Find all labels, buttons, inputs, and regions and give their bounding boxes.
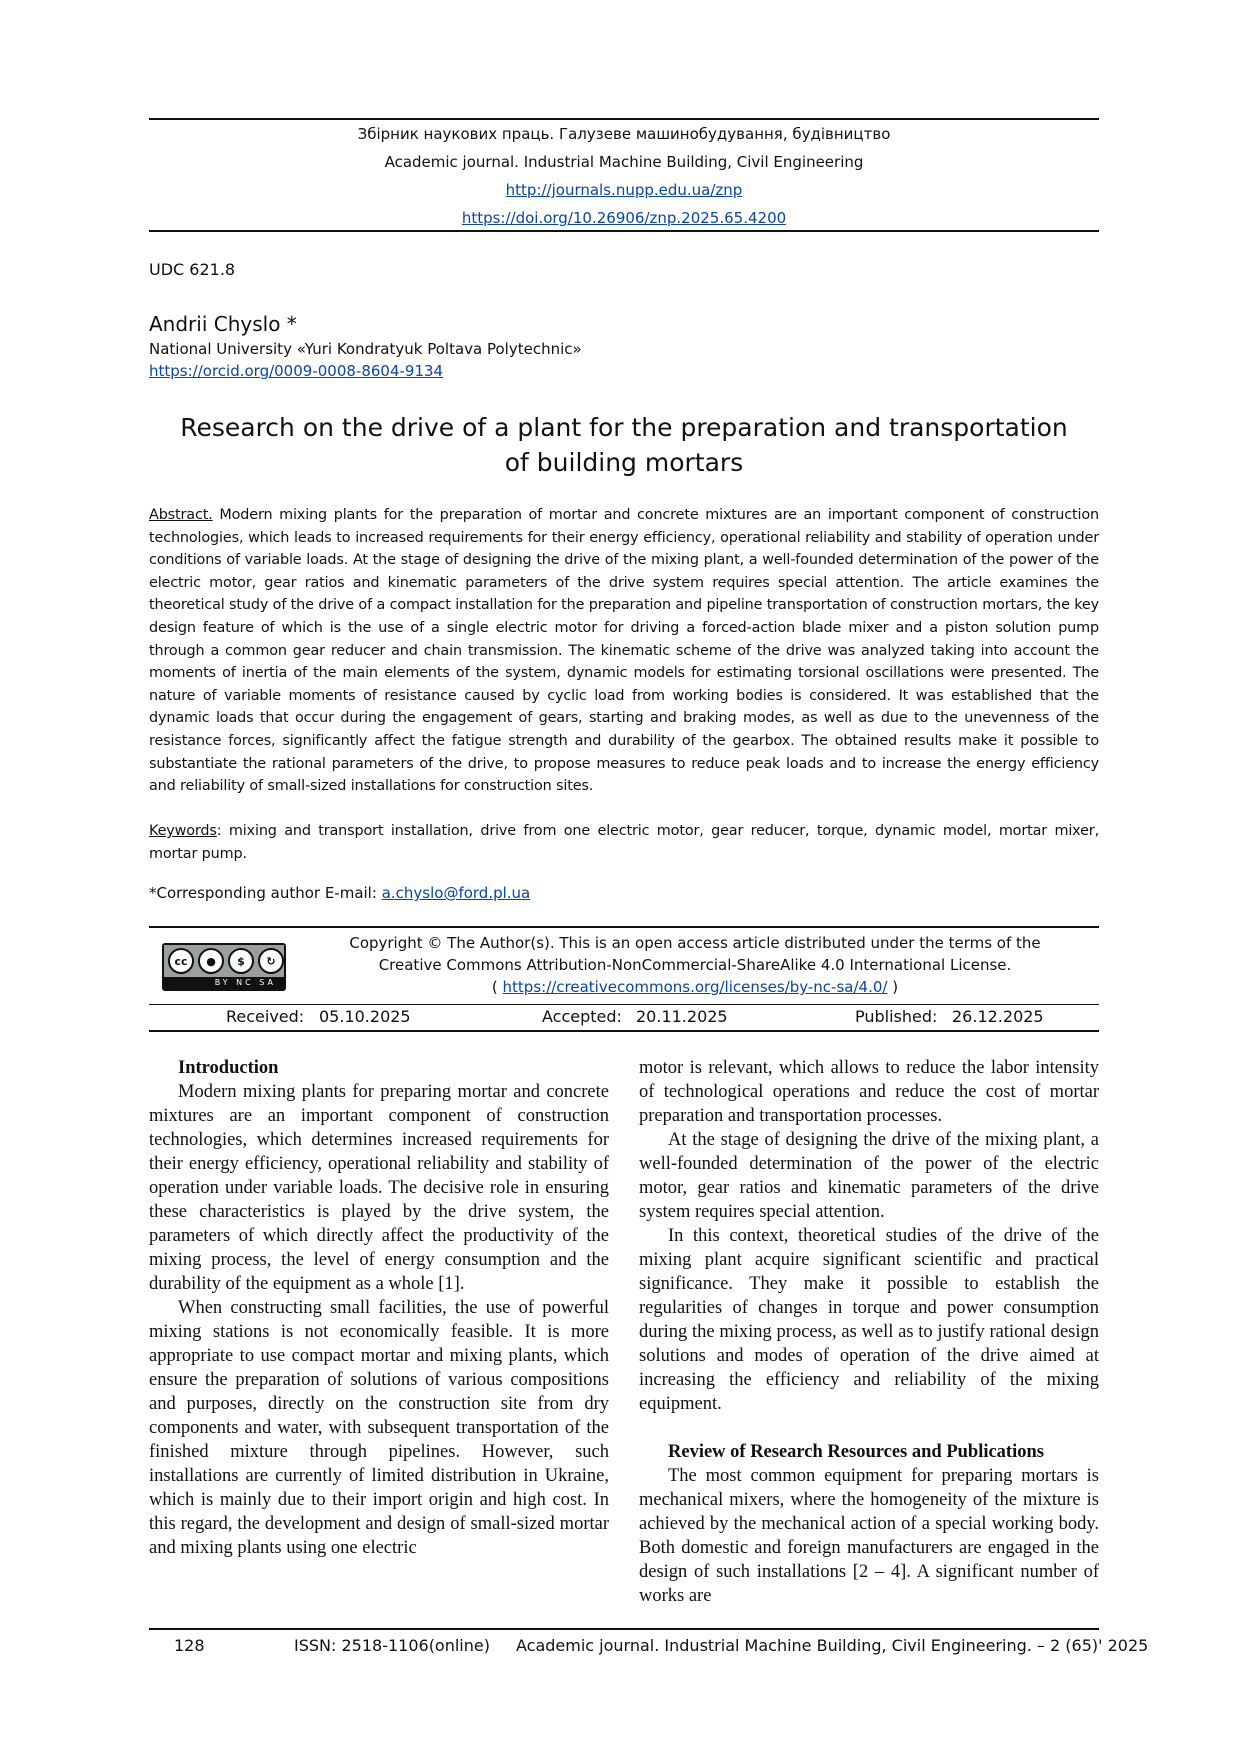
body-paragraph-1: Modern mixing plants for preparing mortar and concrete mixtures are an important component of construction technologies, which determines increased requirements for their energy efficiency, operational reliability and stability of operation under variable loads. The decisive role in ensuring these characteristics is played by the drive system, the parameters of which directly affect the productivity of the mixing process, the level of energy consumption and the durability of the equipment as a whole [1]. [149,1082,609,1294]
license-line-2: Creative Commons Attribution-NonCommercial-ShareAlike 4.0 International License. [378,956,1012,974]
license-text [300,932,1090,998]
body-paragraph-4: At the stage of designing the drive of the mixing plant, a well-founded determination of the power of the electric motor, gear ratios and kinematic parameters of the drive system requires special attention. [639,1130,1099,1222]
paper-title-line-2: of building mortars [504,448,744,477]
author-affiliation: National University «Yuri Kondratyuk Poltava Polytechnic» [149,340,582,358]
no-dollar-icon: $ [228,948,254,974]
published-label: Published: [855,1007,938,1026]
published-date: 26.12.2025 [952,1007,1044,1026]
cc-logo-caption: BY NC SA [164,977,284,989]
corresponding-label: *Corresponding author E-mail: [149,884,382,902]
body-paragraph-3: motor is relevant, which allows to reduce the labor intensity of technological operations and reduce the cost of mortar preparation and transportation processes. [639,1058,1099,1126]
accepted-label: Accepted: [542,1007,622,1026]
footer-rule [149,1628,1099,1630]
accepted-date: 20.11.2025 [636,1007,728,1026]
page-number: 128 [174,1636,205,1655]
author-name: Andrii Chyslo * [149,312,297,336]
introduction-heading: Introduction [178,1058,279,1078]
journal-header [149,120,1099,232]
journal-title-en: Academic journal. Industrial Machine Building, Civil Engineering [384,153,864,171]
license-paren-close: ) [887,978,899,996]
udc-code: UDC 621.8 [149,260,236,279]
license-top-rule [149,926,1099,928]
corresponding-author [149,884,530,902]
corresponding-email-link[interactable]: a.chyslo@ford.pl.ua [381,884,531,902]
body-paragraph-6: The most common equipment for preparing mortars is mechanical mixers, where the homogeneity of the mixture is achieved by the mechanical action of a special working body. Both domestic and foreign manufacturers are engaged in the design of such installations [2 – 4]. A significant number of works are [639,1466,1099,1606]
person-icon: ● [198,948,224,974]
cc-by-nc-sa-logo[interactable] [162,943,286,991]
orcid-link[interactable]: https://orcid.org/0009-0008-8604-9134 [149,362,444,380]
cc-icon: cc [168,948,194,974]
share-alike-icon: ↻ [258,948,284,974]
dates-bottom-rule [149,1030,1099,1032]
abstract-text: Modern mixing plants for the preparation of mortar and concrete mixtures are an important component of construction technologies, which leads to increased requirements for their energy efficiency, operational reliability and stability of operation under conditions of variable loads. At the stage of designing the drive of the mixing plant, a well-founded determination of the power of the electric motor, gear ratios and kinematic parameters of the drive system requires special attention. The article examines the theoretical study of the drive of a compact installation for the preparation and pipeline transportation of construction mortars, the key design feature of which is the use of a single electric motor for driving a forced-action blade mixer and a piston solution pump through a common gear reducer and chain transmission. The kinematic scheme of the drive was analyzed taking into account the moments of inertia of the main elements of the system, dynamic models for estimating torsional oscillations were presented. The nature of variable moments of resistance caused by cyclic load from working bodies is considered. It was established that the dynamic loads that occur during the engagement of gears, starting and braking modes, as well as due to the unevenness of the resistance forces, significantly affect the fatigue strength and durability of the gearbox. The obtained results make it possible to substantiate the rational parameters of the drive, to propose measures to reduce peak loads and to increase the energy efficiency and reliability of small-sized installations for construction sites. [149,507,1099,795]
abstract-label: Abstract. [149,507,213,523]
license-paren-open: ( [491,978,503,996]
journal-title-ua: Збірник наукових праць. Галузеве машинобудування, будівництво [357,125,891,143]
keywords-label: Keywords [149,823,217,839]
paper-title-line-1: Research on the drive of a plant for the preparation and transportation [180,413,1068,442]
review-heading: Review of Research Resources and Publications [668,1442,1044,1462]
doi-link[interactable]: https://doi.org/10.26906/znp.2025.65.4200 [461,209,787,227]
footer-journal: Academic journal. Industrial Machine Building, Civil Engineering. – 2 (65)' 2025 [516,1636,1149,1655]
footer-issn: ISSN: 2518-1106(online) [294,1636,490,1655]
received-date: 05.10.2025 [319,1007,411,1026]
abstract [149,504,1099,798]
license-url-link[interactable]: https://creativecommons.org/licenses/by-nc-sa/4.0/ [502,978,888,996]
right-column [639,1056,1099,1608]
body-paragraph-2: When constructing small facilities, the use of powerful mixing stations is not economically feasible. It is more appropriate to use compact mortar and mixing plants, which ensure the preparation of solutions of various compositions and purposes, directly on the construction site from dry components and water, with subsequent transportation of the finished mixture through pipelines. However, such installations are currently of limited distribution in Ukraine, which is mainly due to their import origin and high cost. In this regard, the development and design of small-sized mortar and mixing plants using one electric [149,1298,609,1558]
paper-title [149,410,1099,480]
header-bottom-rule [149,230,1099,232]
section-spacer [639,1416,1099,1440]
keywords-text: : mixing and transport installation, drive from one electric motor, gear reducer, torque, dynamic model, mortar mixer, mortar pump. [149,823,1099,862]
dates-top-rule [149,1004,1099,1005]
body-paragraph-5: In this context, theoretical studies of the drive of the mixing plant acquire significant scientific and practical significance. They make it possible to establish the regularities of changes in torque and power consumption during the mixing process, as well as to justify rational design solutions and modes of operation of the drive aimed at increasing the efficiency and reliability of the mixing equipment. [639,1226,1099,1414]
left-column [149,1056,609,1560]
license-line-1: Copyright © The Author(s). This is an open access article distributed under the terms of the [349,934,1041,952]
received-label: Received: [226,1007,305,1026]
keywords [149,820,1099,865]
journal-url-link[interactable]: http://journals.nupp.edu.ua/znp [505,181,743,199]
